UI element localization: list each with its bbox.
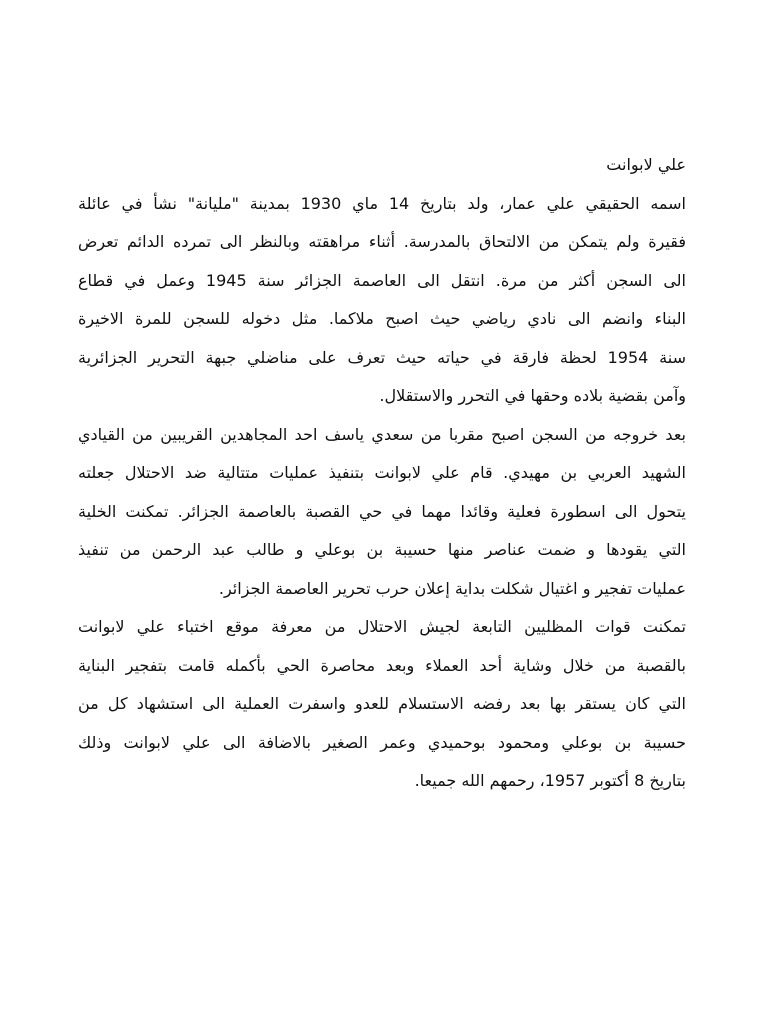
text-line: بالقصبة من خلال وشاية أحد العملاء وبعد محاصرة الحي بأكمله قامت بتفجير البناية bbox=[78, 655, 686, 675]
text-line: البناء وانضم الى نادي رياضي حيث اصبح ملاكما. مثل دخوله للسجن للمرة الاخيرة bbox=[78, 309, 686, 328]
text-line: التي يقودها و ضمت عناصر منها حسيبة بن بوعلي و طالب عبد الرحمن من تنفيذ bbox=[78, 540, 686, 559]
text-line: الى السجن أكثر من مرة. انتقل الى العاصمة الجزائر سنة 1945 وعمل في قطاع bbox=[78, 270, 686, 290]
text-line: اسمه الحقيقي علي عمار، ولد بتاريخ 14 ماي 1930 بمدينة "مليانة" نشأ في عائلة bbox=[78, 193, 686, 213]
text-line: فقيرة ولم يتمكن من الالتحاق بالمدرسة. أثناء مراهقته وبالنظر الى تمرده الدائم تعرض bbox=[78, 232, 686, 251]
text-line: وآمن بقضية بلاده وحقها في التحرر والاستقلال. bbox=[379, 386, 686, 405]
text-line: بتاريخ 8 أكتوبر 1957، رحمهم الله جميعا. bbox=[414, 771, 686, 790]
text-line: بعد خروجه من السجن اصبح مقربا من سعدي ياسف احد المجاهدين القريبين من القيادي bbox=[78, 424, 686, 444]
text-line: سنة 1954 لحظة فارقة في حياته حيث تعرف على مناضلي جبهة التحرير الجزائرية bbox=[78, 347, 686, 367]
text-line: التي كان يستقر بها بعد رفضه الاستسلام للعدو واسفرت العملية الى استشهاد كل من bbox=[78, 694, 686, 713]
article-body bbox=[78, 146, 686, 801]
text-line: يتحول الى اسطورة فعلية وقائدا مهما في حي القصبة بالعاصمة الجزائر. تمكنت الخلية bbox=[78, 501, 686, 521]
text-line: تمكنت قوات المظليين التابعة لجيش الاحتلال من معرفة موقع اختباء علي لابوانت bbox=[78, 617, 686, 636]
text-line: الشهيد العربي بن مهيدي. قام علي لابوانت بتنفيذ عمليات متتالية ضد الاحتلال جعلته bbox=[78, 463, 686, 482]
text-line: عمليات تفجير و اغتيال شكلت بداية إعلان حرب تحرير العاصمة الجزائر. bbox=[218, 578, 686, 598]
article-title: علي لابوانت bbox=[606, 155, 686, 174]
text-line: حسيبة بن بوعلي ومحمود بوحميدي وعمر الصغير بالاضافة الى علي لابوانت وذلك bbox=[78, 732, 686, 752]
